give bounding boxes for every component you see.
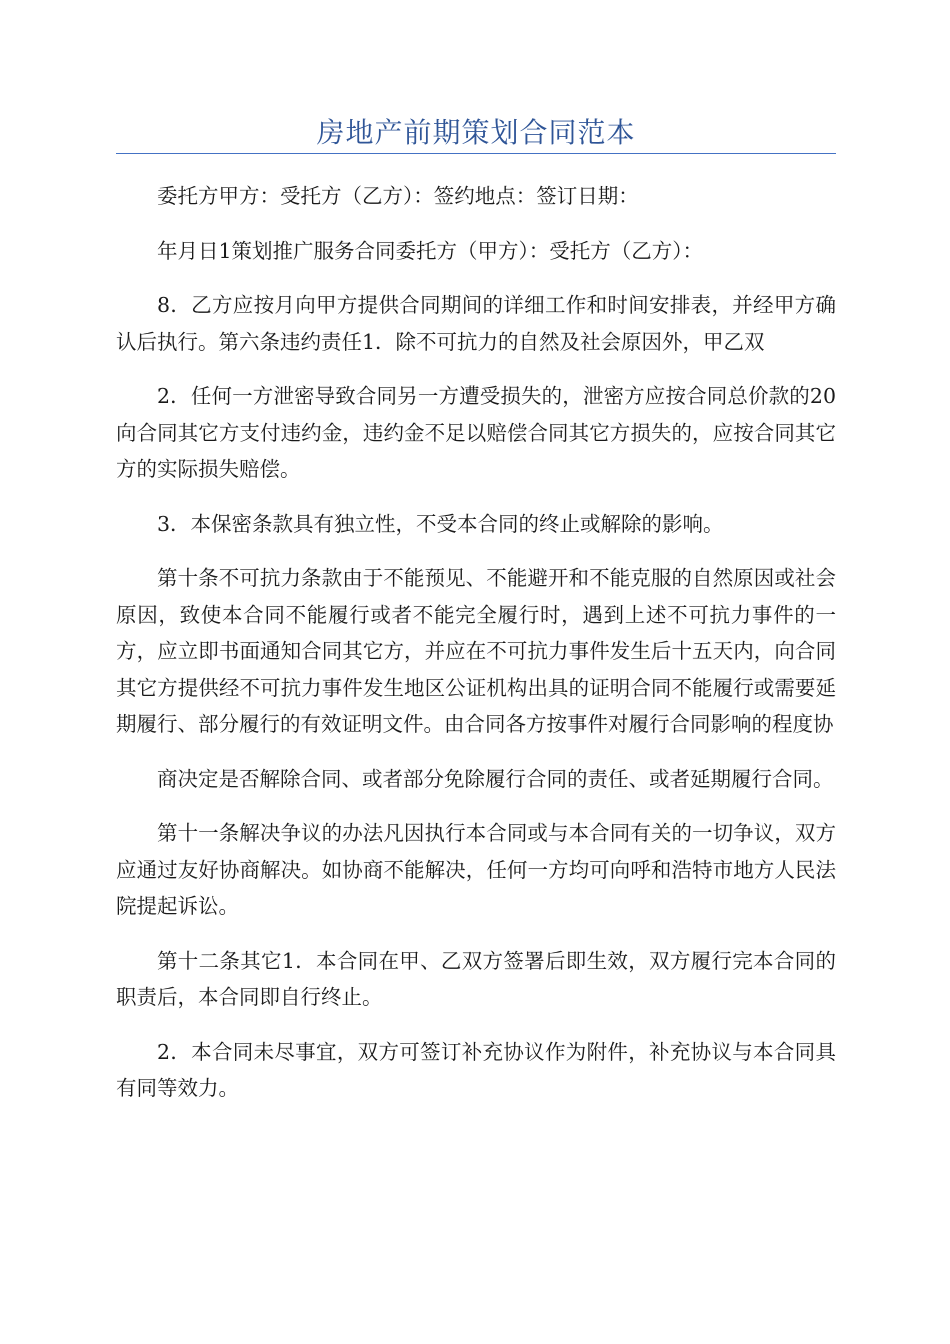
paragraph-supplementary-agreement: 2．本合同未尽事宜，双方可签订补充协议作为附件，补充协议与本合同具有同等效力。 <box>116 1039 836 1100</box>
document-title: 房地产前期策划合同范本 <box>316 116 636 149</box>
document-page <box>116 0 836 1125</box>
paragraph-schedule-liability: 8．乙方应按月向甲方提供合同期间的详细工作和时间安排表，并经甲方确认后执行。第六条违约责任1．除不可抗力的自然及社会原因外，甲乙双 <box>116 293 836 354</box>
paragraph-date-contract: 年月日1策划推广服务合同委托方（甲方）：受托方（乙方）： <box>157 238 704 263</box>
title-underline <box>116 153 836 154</box>
paragraph-force-majeure: 第十条不可抗力条款由于不能预见、不能避开和不能克服的自然原因或社会原因，致使本合同不能履行或者不能完全履行时，遇到上述不可抗力事件的一方，应立即书面通知合同其它方，并应在不可抗力事件发生后十五天内，向合同其它方提供经不可抗力事件发生地区公证机构出具的证明合同不能履行或需要延期履行、部分履行的有效证明文件。由合同各方按事件对履行合同影响的程度协 <box>116 566 836 736</box>
paragraph-confidentiality-independence: 3．本保密条款具有独立性，不受本合同的终止或解除的影响。 <box>157 511 724 536</box>
paragraph-force-majeure-continued: 商决定是否解除合同、或者部分免除履行合同的责任、或者延期履行合同。 <box>157 766 834 791</box>
paragraph-confidentiality-penalty: 2．任何一方泄密导致合同另一方遭受损失的，泄密方应按合同总价款的20向合同其它方支付违约金，违约金不足以赔偿合同其它方损失的，应按合同其它方的实际损失赔偿。 <box>116 384 836 481</box>
paragraph-parties: 委托方甲方：受托方（乙方）：签约地点：签订日期： <box>157 184 639 208</box>
document-body <box>116 178 836 1107</box>
paragraph-dispute-resolution: 第十一条解决争议的办法凡因执行本合同或与本合同有关的一切争议，双方应通过友好协商解决。如协商不能解决，任何一方均可向呼和浩特市地方人民法院提起诉讼。 <box>116 821 836 918</box>
paragraph-other-effectiveness: 第十二条其它1．本合同在甲、乙双方签署后即生效，双方履行完本合同的职责后，本合同即自行终止。 <box>116 948 836 1009</box>
